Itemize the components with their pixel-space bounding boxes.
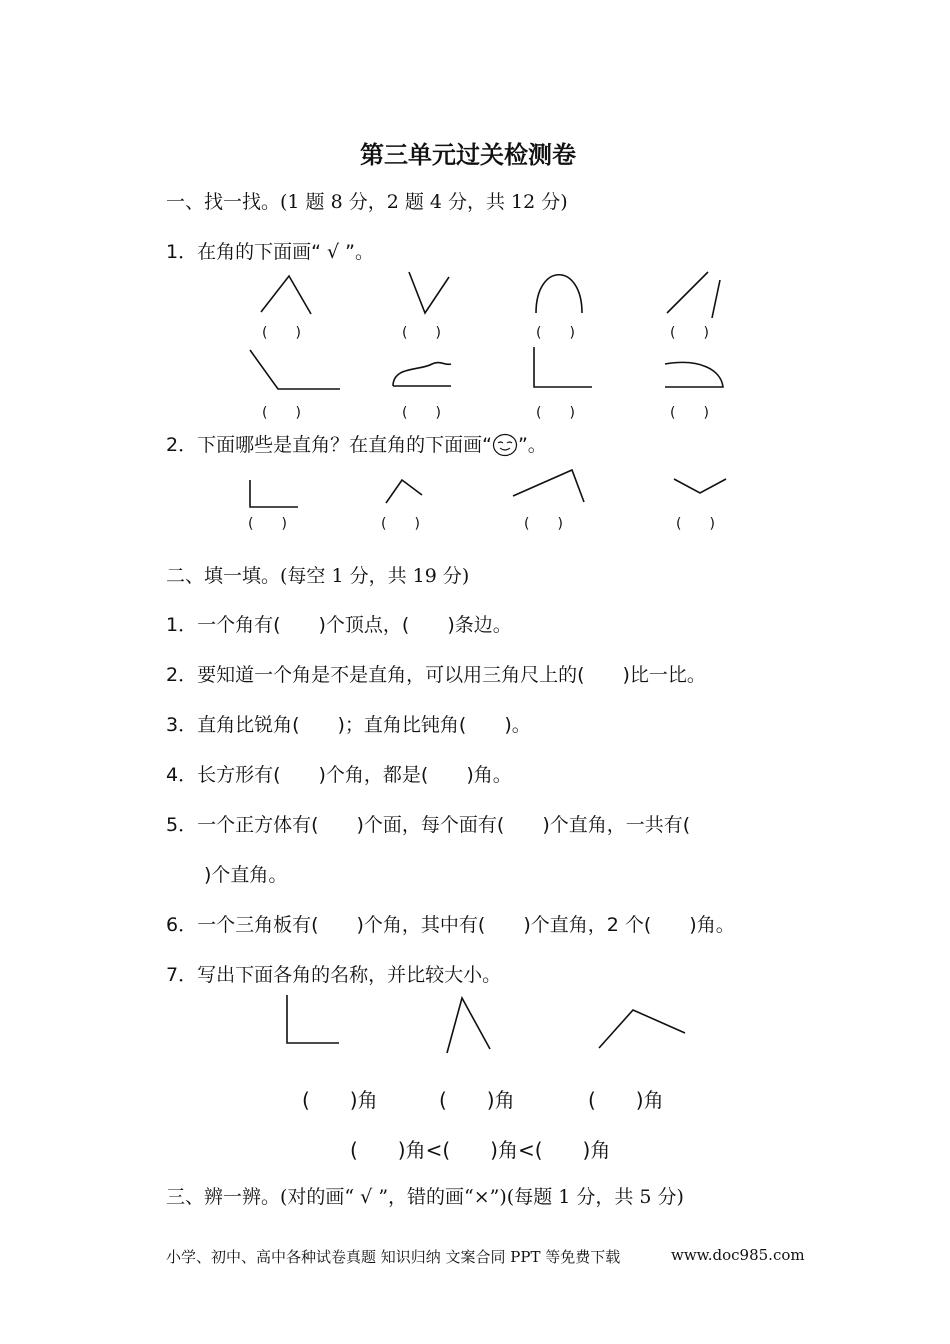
answer-paren-6[interactable]: ( ) [402,405,441,421]
question-2-2: 2．要知道一个角是不是直角，可以用三角尺上的( )比一比。 [166,664,706,686]
angle-compare-line[interactable]: ( )角<( )角<( )角 [350,1138,611,1162]
section-three-heading: 三、辨一辨。(对的画“ √ ”，错的画“×”)(每题 1 分，共 5 分) [166,1186,684,1208]
answer-paren-2[interactable]: ( ) [402,325,441,341]
footer-url: www.doc985.com [671,1246,805,1264]
angle-name-blank-3[interactable]: ( )角 [588,1088,664,1112]
answer-paren-8[interactable]: ( ) [670,405,709,421]
question-2-5-continued: )个直角。 [204,864,288,886]
question-2-6: 6．一个三角板有( )个角，其中有( )个直角，2 个( )角。 [166,914,735,936]
question-1-1: 1．在角的下面画“ √ ”。 [166,241,374,263]
question-1-2 [166,430,547,457]
question-2-4: 4．长方形有( )个角，都是( )角。 [166,764,512,786]
answer-paren-3[interactable]: ( ) [536,325,575,341]
section-one-heading: 一、找一找。(1 题 8 分，2 题 4 分，共 12 分) [166,191,568,213]
question-2-3: 3．直角比锐角( )；直角比钝角( )。 [166,714,531,736]
question-1-2-tail: ”。 [517,434,547,456]
page-title: 第三单元过关检测卷 [360,141,576,169]
answer-paren-5[interactable]: ( ) [262,405,301,421]
answer-paren-9[interactable]: ( ) [248,516,287,532]
section-two-heading: 二、填一填。(每空 1 分，共 19 分) [166,565,470,587]
question-2-5: 5．一个正方体有( )个面，每个面有( )个直角，一共有( [166,814,691,836]
angle-name-blank-1[interactable]: ( )角 [302,1088,378,1112]
question-2-7: 7．写出下面各角的名称，并比较大小。 [166,964,502,986]
question-1-2-text: 2．下面哪些是直角？在直角的下面画“ [166,434,492,456]
answer-paren-10[interactable]: ( ) [381,516,420,532]
smiley-face-icon [492,433,518,457]
answer-paren-7[interactable]: ( ) [536,405,575,421]
angle-name-blank-2[interactable]: ( )角 [439,1088,515,1112]
answer-paren-1[interactable]: ( ) [262,325,301,341]
answer-paren-12[interactable]: ( ) [676,516,715,532]
answer-paren-4[interactable]: ( ) [670,325,709,341]
answer-paren-11[interactable]: ( ) [524,516,563,532]
footer-text: 小学、初中、高中各种试卷真题 知识归纳 文案合同 PPT 等免费下载 [166,1248,621,1266]
question-2-1: 1．一个角有( )个顶点，( )条边。 [166,614,512,636]
